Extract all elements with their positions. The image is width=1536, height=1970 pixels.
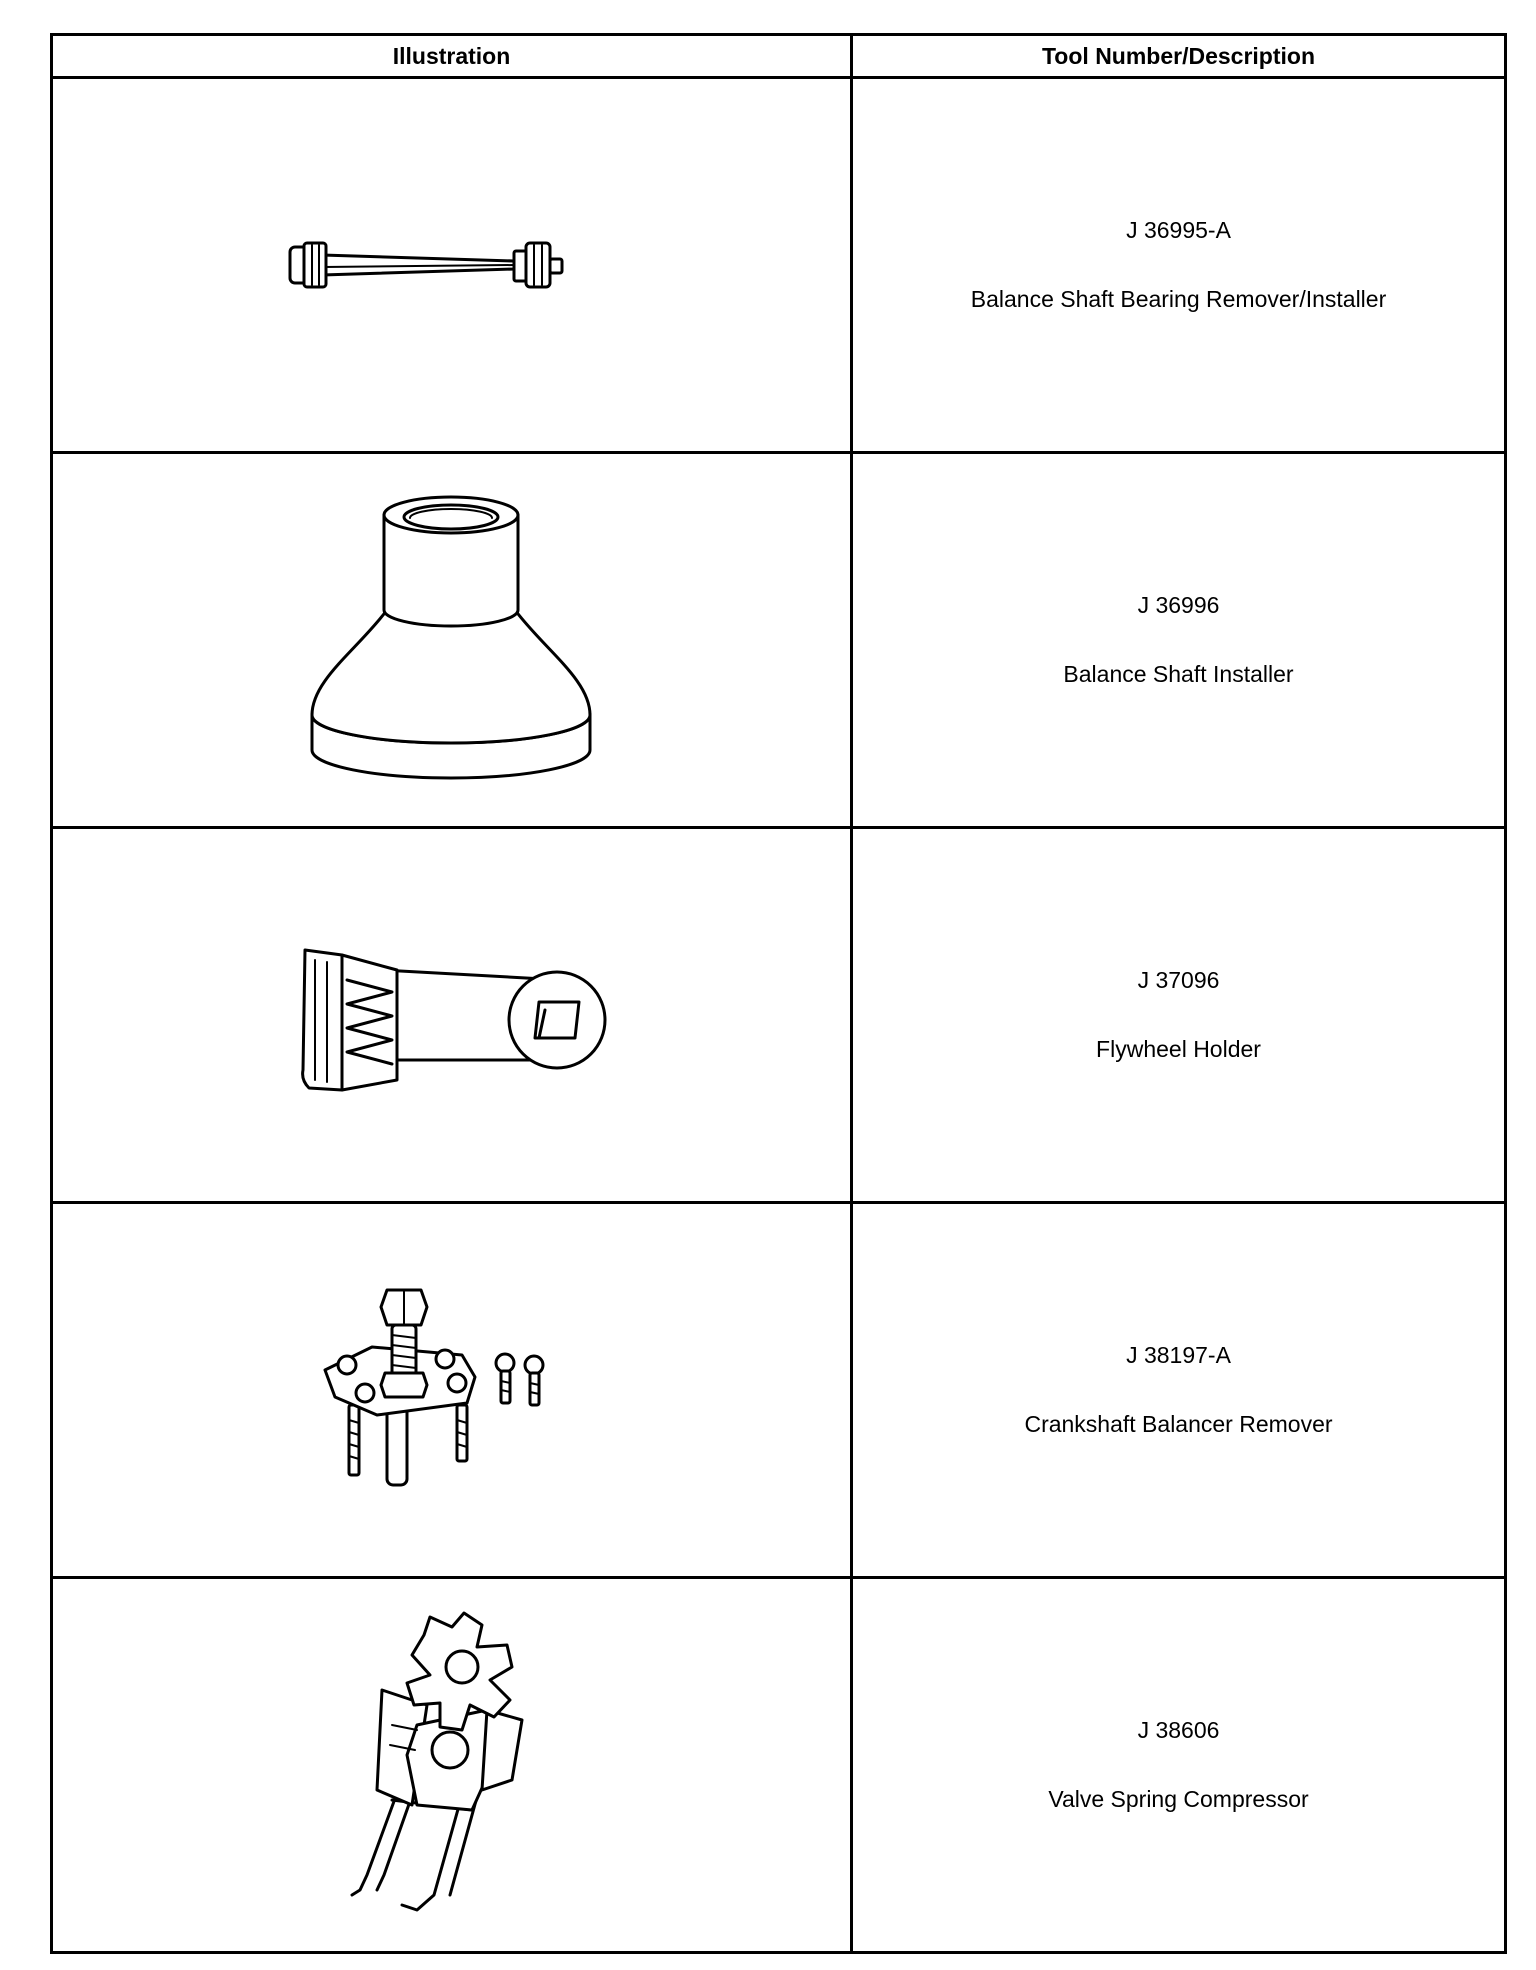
tool-table — [50, 33, 1507, 1954]
illustration-cell — [53, 1204, 853, 1576]
tool-column-header: Tool Number/Description — [1041, 42, 1316, 69]
crankshaft-balancer-remover-illustration — [317, 1285, 587, 1495]
tool-description: Balance Shaft Installer — [1063, 661, 1294, 687]
tool-number: J 36995-A — [1126, 217, 1231, 243]
tool-info-cell — [853, 829, 1504, 1201]
tool-info-cell — [853, 454, 1504, 826]
tool-info-cell — [853, 1204, 1504, 1576]
tool-number: J 37096 — [1137, 967, 1220, 993]
table-row — [53, 826, 1504, 1201]
bearing-remover-installer-illustration — [282, 225, 622, 305]
valve-spring-compressor-illustration — [322, 1605, 582, 1925]
illustration-cell — [53, 829, 853, 1201]
illustration-cell — [53, 454, 853, 826]
table-row — [53, 1201, 1504, 1576]
tool-description: Crankshaft Balancer Remover — [1024, 1411, 1333, 1437]
table-row — [53, 76, 1504, 451]
tool-info-cell — [853, 79, 1504, 451]
illustration-column-header: Illustration — [53, 36, 853, 76]
illustration-cell — [53, 79, 853, 451]
tool-description: Balance Shaft Bearing Remover/Installer — [970, 286, 1387, 312]
tool-number: J 38197-A — [1126, 1342, 1231, 1368]
table-row — [53, 1576, 1504, 1951]
illustration-cell — [53, 1579, 853, 1951]
balance-shaft-installer-illustration — [302, 485, 602, 795]
tool-description: Flywheel Holder — [1096, 1036, 1261, 1062]
table-row — [53, 451, 1504, 826]
tool-number: J 36996 — [1137, 592, 1220, 618]
flywheel-holder-illustration — [287, 930, 617, 1100]
tool-description: Valve Spring Compressor — [1048, 1786, 1309, 1812]
tool-info-cell — [853, 1579, 1504, 1951]
tool-number: J 38606 — [1137, 1717, 1220, 1743]
table-header-row — [53, 36, 1504, 76]
